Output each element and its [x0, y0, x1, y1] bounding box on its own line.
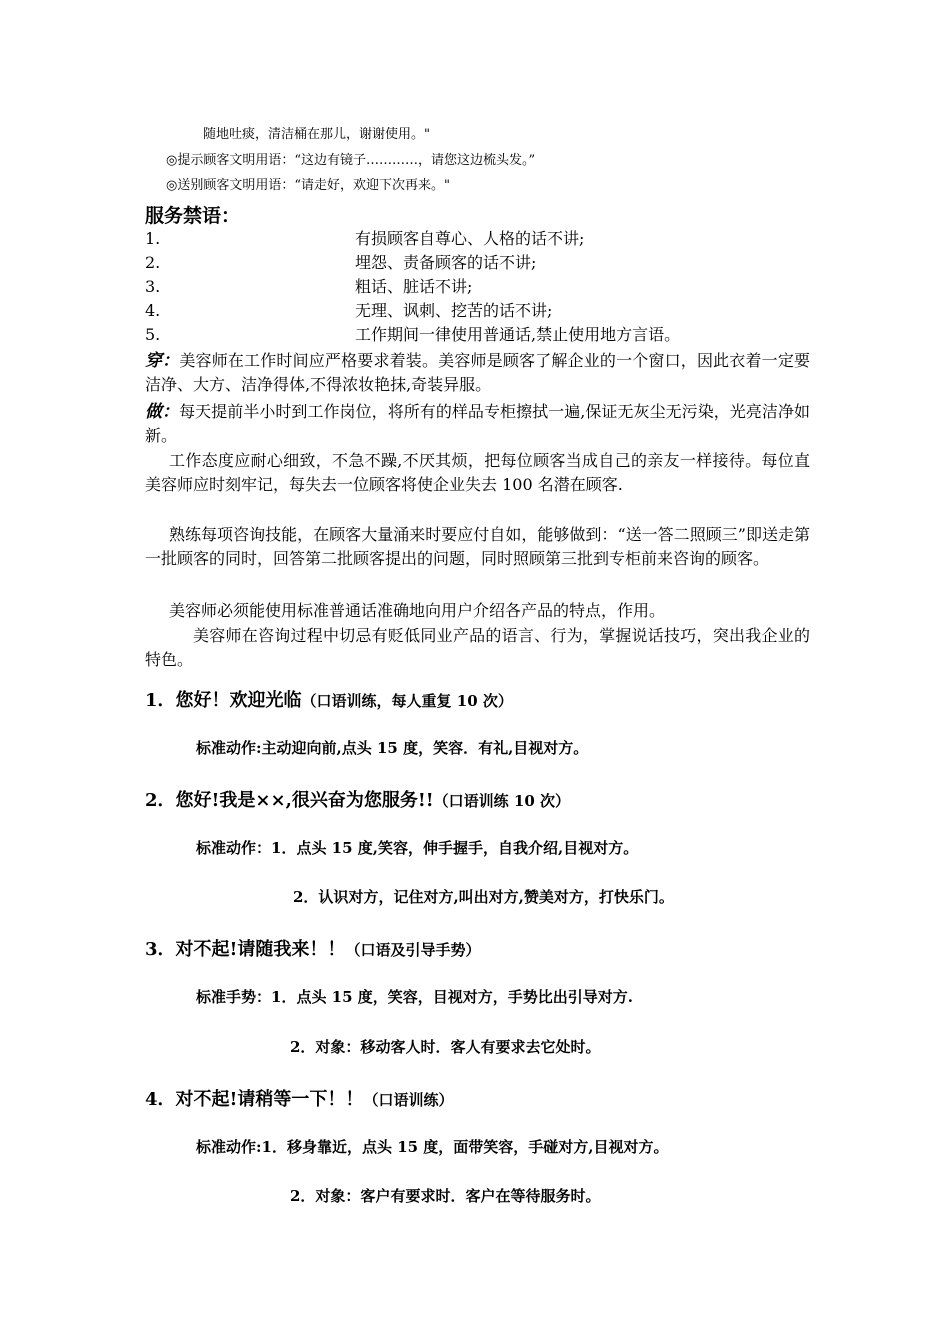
- forbidden-item-number: 3.: [145, 277, 161, 296]
- section-2-action-2: 2．认识对方，记住对方,叫出对方,赞美对方，打快乐门。: [293, 888, 674, 906]
- consult-paragraph: 美容师在咨询过程中切忌有贬低同业产品的语言、行为，掌握说话技巧，突出我企业的特色。: [145, 626, 810, 669]
- forbidden-item-text: 有损顾客自尊心、人格的话不讲;: [355, 229, 585, 248]
- section-heading-text: 2．您好!我是××,很兴奋为您服务!!: [145, 790, 434, 811]
- section-4-action-1: 标准动作:1．移身靠近，点头 15 度，面带笑容，手碰对方,目视对方。: [196, 1138, 669, 1156]
- section-heading-1: [145, 686, 513, 712]
- top-line-2: ◎提示顾客文明用语：“这边有镜子…………，请您这边梳头发。”: [166, 153, 536, 168]
- top-line-3: ◎送别顾客文明用语：“请走好，欢迎下次再来。": [166, 178, 450, 193]
- do-lead: 做：: [145, 402, 180, 422]
- section-note: （口语训练，每人重复 10 次）: [301, 692, 513, 710]
- section-heading-text: 1．您好！欢迎光临: [145, 690, 302, 711]
- forbidden-item: [145, 251, 536, 274]
- forbidden-title: 服务禁语：: [145, 205, 241, 227]
- forbidden-item: [145, 227, 584, 250]
- forbidden-item: [145, 275, 472, 298]
- section-note: （口语及引导手势）: [345, 941, 481, 959]
- attitude-paragraph: 工作态度应耐心细致，不急不躁,不厌其烦，把每位顾客当成自己的亲友一样接待。每位直美容师应时刻牢记，每失去一位顾客将使企业失去 100 名潜在顾客.: [145, 451, 810, 494]
- skills-paragraph: 熟练每项咨询技能，在顾客大量涌来时要应付自如，能够做到：“送一答二照顾三”即送走第一批顾客的同时，回答第二批顾客提出的问题，同时照顾第三批到专柜前来咨询的顾客。: [145, 525, 810, 568]
- section-3-action-1: 标准手势：1．点头 15 度，笑容，目视对方，手势比出引导对方.: [196, 988, 633, 1006]
- forbidden-item-number: 5.: [145, 325, 161, 344]
- wear-text: 美容师在工作时间应严格要求着装。美容师是顾客了解企业的一个窗口，因此衣着一定要洁净、大方、洁净得体,不得浓妆艳抹,奇装异服。: [145, 351, 810, 394]
- section-heading-4: [145, 1085, 453, 1111]
- do-paragraph: [145, 400, 810, 448]
- section-3-action-2: 2．对象：移动客人时．客人有要求去它处时。: [290, 1038, 601, 1056]
- forbidden-item: [145, 299, 552, 322]
- forbidden-item-number: 4.: [145, 301, 161, 320]
- section-4-action-2: 2．对象：客户有要求时．客户在等待服务时。: [290, 1187, 601, 1205]
- wear-paragraph: [145, 349, 810, 397]
- section-note: （口语训练）: [363, 1091, 454, 1109]
- forbidden-item-text: 工作期间一律使用普通话,禁止使用地方言语。: [355, 325, 681, 344]
- forbidden-item-text: 埋怨、责备顾客的话不讲;: [355, 253, 537, 272]
- section-heading-3: [145, 935, 480, 961]
- section-heading-text: 3．对不起!请随我来！！: [145, 939, 346, 960]
- forbidden-item-number: 2.: [145, 253, 161, 272]
- mandarin-paragraph: 美容师必须能使用标准普通话准确地向用户介绍各产品的特点，作用。: [169, 601, 666, 620]
- wear-lead: 穿：: [145, 351, 180, 371]
- section-1-action: 标准动作:主动迎向前,点头 15 度，笑容．有礼,目视对方。: [196, 739, 589, 757]
- forbidden-item: [145, 323, 680, 346]
- forbidden-item-text: 无理、讽刺、挖苦的话不讲;: [355, 301, 553, 320]
- section-heading-2: [145, 786, 570, 812]
- forbidden-item-number: 1.: [145, 229, 161, 248]
- top-line-1: 随地吐痰，清洁桶在那儿，谢谢使用。": [203, 127, 430, 142]
- section-heading-text: 4．对不起!请稍等一下！！: [145, 1089, 364, 1110]
- section-note: （口语训练 10 次）: [433, 792, 570, 810]
- section-2-action-1: 标准动作：1．点头 15 度,笑容，伸手握手，自我介绍,目视对方。: [196, 839, 639, 857]
- do-text: 每天提前半小时到工作岗位，将所有的样品专柜擦拭一遍,保证无灰尘无污染，光亮洁净如新。: [145, 402, 810, 445]
- forbidden-item-text: 粗话、脏话不讲;: [355, 277, 473, 296]
